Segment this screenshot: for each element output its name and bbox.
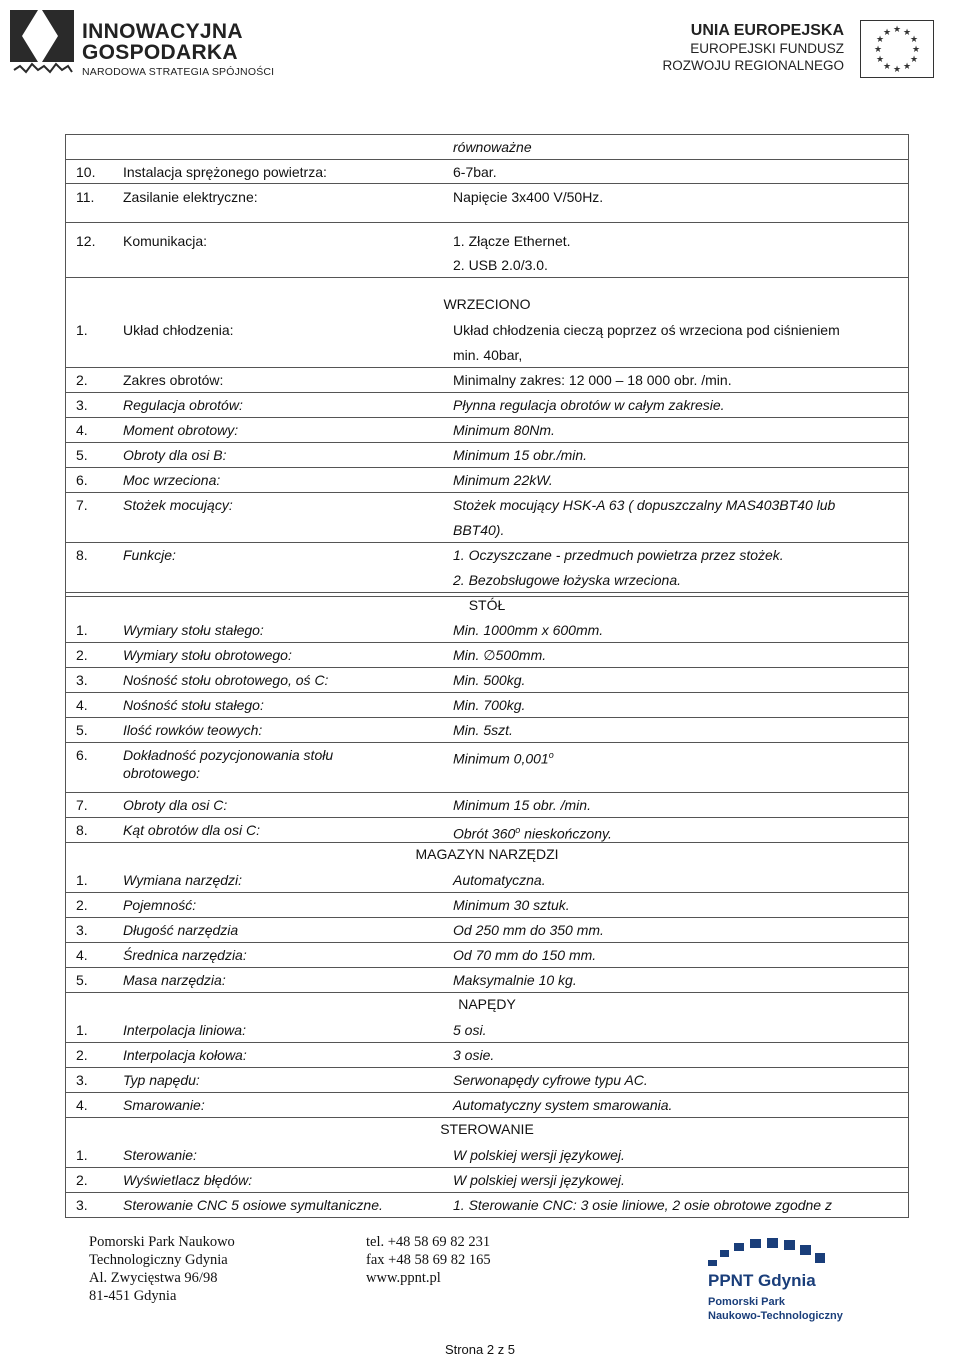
- specification-table: równoważne 10. Instalacja sprężonego powietrza: 6-7bar. 11. Zasilanie elektryczne: Napięcie 3x400 V/50Hz. 12. Komunikacja: 1. Złącze Ethernet. 2. USB 2.0/3.0. WRZECIONO 1. Układ chłodzenia: Układ chłodzenia cieczą poprzez oś wrzeciona pod ciśnieniem min. 40bar, 2. Zakres obrotów: Minimalny zakres: 12 000 – 18 000 obr. /min. 3. Regulacja obrotów: Płynna regulacja obrotów w całym zakresie. 4. Moment obrotowy: Minimum 80Nm. 5. Obroty dla osi B: Minimum 15 obr./min. 6. Moc wrzeciona: Minimum 22kW. 7. Stożek mocujący: Stożek mocujący HSK-A 63 ( dopuszczalny MAS403BT40 lub BBT40). 8. Funkcje: 1. Oczyszczane - przedmuch powietrza przez stożek. 2. Bezobsługowe łożyska wrzeciona. STÓŁ 1. Wymiary stołu stałego: Min. 1000mm x 600mm. 2. Wymiary stołu obrotowego: Min. ∅500mm. 3. Nośność stołu obrotowego, oś C: Min. 500kg. 4. Nośność stołu stałego: Min. 700kg. 5. Ilość rowków teowych: Min. 5szt. 6. Dokładność pozycjonowania stołu obrotowego: Minimum 0,001$^o$ 7. Obroty dla osi C: Minimum 15 obr. /min. 8. Kąt obrotów dla osi C: Obrót 360$^o$ nieskończony. MAGAZYN NARZĘDZI 1. Wymiana narzędzi: Automatyczna. 2. Pojemność: Minimum 30 sztuk. 3. Długość narzędzia Od 250 mm do 350 mm. 4. Średnica narzędzia: Od 70 mm do 150 mm. 5. Masa narzędzia: Maksymalnie 10 kg. NAPĘDY 1. Interpolacja liniowa: 5 osi. 2. Interpolacja kołowa: 3 osie. 3. Typ napędu: Serwonapędy cyfrowe typu AC. 4. Smarowanie: Automatyczny system smarowania. STEROWANIE 1. Sterowanie: W polskiej wersji językowej. 2. Wyświetlacz błędów: W polskiej wersji językowej. 3. Sterowanie CNC 5 osiowe symultaniczne. 1. Sterowanie CNC: 3 osie liniowe, 2 osie obrotowe zgodne z: [65, 134, 909, 1218]
- row-value: BBT40).: [453, 522, 505, 538]
- page-number: Strona 2 z 5: [444, 1342, 516, 1357]
- row-number: 1.: [76, 1022, 88, 1038]
- row-label: Dokładność pozycjonowania stołu obrotowego:: [123, 747, 334, 781]
- row-value: 5 osi.: [453, 1022, 487, 1038]
- row-value: Minimum 30 sztuk.: [453, 897, 570, 913]
- row-divider: [66, 742, 908, 743]
- svg-text:★: ★: [909, 35, 919, 45]
- row-divider: [66, 542, 908, 543]
- row-value: Automatyczna.: [453, 872, 546, 888]
- row-value: Serwonapędy cyfrowe typu AC.: [453, 1072, 648, 1088]
- row-label: Smarowanie:: [123, 1097, 205, 1113]
- row-value: Maksymalnie 10 kg.: [453, 972, 577, 988]
- row-number: 4.: [76, 1097, 88, 1113]
- right-logo-line2: EUROPEJSKI FUNDUSZ: [690, 41, 844, 56]
- row-label: Zakres obrotów:: [123, 372, 224, 388]
- section-title-magazyn: MAGAZYN NARZĘDZI: [415, 846, 559, 862]
- row-value: Od 70 mm do 150 mm.: [453, 947, 597, 963]
- row-label: Wymiana narzędzi:: [123, 872, 243, 888]
- row-label: Układ chłodzenia:: [123, 322, 234, 338]
- row-divider: [66, 967, 908, 968]
- row-number: 3.: [76, 672, 88, 688]
- footer-address: Pomorski Park Naukowo Technologiczny Gdynia Al. Zwycięstwa 96/98 81-451 Gdynia: [89, 1234, 235, 1304]
- svg-text:★: ★: [902, 28, 912, 38]
- row-value: W polskiej wersji językowej.: [453, 1172, 625, 1188]
- row-label: Kąt obrotów dla osi C:: [123, 822, 260, 838]
- row-divider: [66, 692, 908, 693]
- row-divider: [66, 842, 908, 843]
- left-logo-line3: NARODOWA STRATEGIA SPÓJNOŚCI: [82, 66, 275, 78]
- row-divider: [66, 942, 908, 943]
- row-number: 5.: [76, 722, 88, 738]
- row-value: Minimum 0,001$^o$: [453, 750, 554, 767]
- section-title-sterowanie: STEROWANIE: [440, 1121, 534, 1137]
- row-divider: [66, 892, 908, 893]
- row-number: 3.: [76, 1197, 88, 1213]
- svg-text:★: ★: [875, 55, 885, 65]
- row-value: Minimum 15 obr./min.: [453, 447, 588, 463]
- row-value: 2. Bezobsługowe łożyska wrzeciona.: [453, 572, 682, 588]
- row-value: min. 40bar,: [453, 347, 523, 363]
- row-value: Układ chłodzenia cieczą poprzez oś wrzeciona pod ciśnieniem: [453, 322, 840, 338]
- row-number: 6.: [76, 747, 88, 763]
- row-number: 2.: [76, 897, 88, 913]
- row-value: Płynna regulacja obrotów w całym zakresie.: [453, 397, 725, 413]
- row-value: 1. Oczyszczane - przedmuch powietrza przez stożek.: [453, 547, 784, 563]
- row-divider: [66, 1067, 908, 1068]
- row-divider: [66, 1092, 908, 1093]
- row-divider: [66, 817, 908, 818]
- diameter-symbol: ∅: [483, 647, 496, 663]
- row-label: Interpolacja kołowa:: [123, 1047, 247, 1063]
- left-logo-line1: INNOWACYJNA: [82, 20, 243, 43]
- row-divider: [66, 1217, 908, 1218]
- row-value: Minimalny zakres: 12 000 – 18 000 obr. /min.: [453, 372, 732, 388]
- row-value: 1. Sterowanie CNC: 3 osie liniowe, 2 osie obrotowe zgodne z: [453, 1197, 832, 1213]
- row-label: Pojemność:: [123, 897, 197, 913]
- row-value: 3 osie.: [453, 1047, 495, 1063]
- row-divider: [66, 1192, 908, 1193]
- row-label: Wymiary stołu stałego:: [123, 622, 264, 638]
- section-title-stol: STÓŁ: [468, 597, 506, 613]
- row-divider: [66, 792, 908, 793]
- row-number: 7.: [76, 497, 88, 513]
- row-label: Nośność stołu obrotowego, oś C:: [123, 672, 329, 688]
- row-number: 1.: [76, 322, 88, 338]
- eu-flag-icon: [860, 20, 934, 83]
- row-divider: [66, 917, 908, 918]
- svg-text:★: ★: [902, 62, 912, 72]
- row-label: Funkcje:: [123, 547, 176, 563]
- row-label: Obroty dla osi B:: [123, 447, 227, 463]
- row-number: 1.: [76, 622, 88, 638]
- row-value: Minimum 22kW.: [453, 472, 553, 488]
- row-label: Stożek mocujący:: [123, 497, 233, 513]
- row-label: Regulacja obrotów:: [123, 397, 243, 413]
- row-value: Min. 5szt.: [453, 722, 513, 738]
- row-value: Min. 700kg.: [453, 697, 526, 713]
- website-link[interactable]: www.ppnt.pl: [366, 1270, 441, 1286]
- row-divider: [66, 392, 908, 393]
- ppnt-logo-name: PPNT Gdynia: [708, 1271, 816, 1290]
- row-label: Sterowanie:: [123, 1147, 197, 1163]
- ppnt-logo-sub2: Naukowo-Technologiczny: [708, 1310, 843, 1322]
- row-label: Moc wrzeciona:: [123, 472, 221, 488]
- row-divider: [66, 1042, 908, 1043]
- right-logo-line1: UNIA EUROPEJSKA: [690, 22, 844, 39]
- row-divider: [66, 667, 908, 668]
- row-number: 8.: [76, 822, 88, 838]
- row-divider: [66, 592, 908, 593]
- row-label: Moment obrotowy:: [123, 422, 239, 438]
- row-number: 5.: [76, 447, 88, 463]
- row-divider: [66, 467, 908, 468]
- row-label: Długość narzędzia: [123, 922, 239, 938]
- row-value: Minimum 80Nm.: [453, 422, 555, 438]
- row-label: Wymiary stołu obrotowego:: [123, 647, 292, 663]
- row-label: Nośność stołu stałego:: [123, 697, 264, 713]
- row-value: Automatyczny system smarowania.: [453, 1097, 673, 1113]
- svg-text:★: ★: [892, 65, 902, 75]
- row-divider: [66, 417, 908, 418]
- row-divider: [66, 642, 908, 643]
- row-label: Masa narzędzia:: [123, 972, 226, 988]
- row-number: 3.: [76, 1072, 88, 1088]
- section-title-wrzeciono: WRZECIONO: [443, 296, 531, 312]
- svg-text:★: ★: [911, 45, 921, 55]
- row-label: Typ napędu:: [123, 1072, 200, 1088]
- svg-text:★: ★: [882, 28, 892, 38]
- row-divider: [66, 992, 908, 993]
- row-label: Sterowanie CNC 5 osiowe symultaniczne.: [123, 1197, 383, 1213]
- svg-text:★: ★: [873, 45, 883, 55]
- row-number: 6.: [76, 472, 88, 488]
- row-divider: [66, 717, 908, 718]
- row-label: Obroty dla osi C:: [123, 797, 228, 813]
- row-number: 3.: [76, 922, 88, 938]
- row-label: Wyświetlacz błędów:: [123, 1172, 253, 1188]
- row-number: 2.: [76, 372, 88, 388]
- innowacyjna-gospodarka-logo-mark: [8, 6, 78, 85]
- row-value: Stożek mocujący HSK-A 63 ( dopuszczalny MAS403BT40 lub: [453, 497, 836, 513]
- section-title-napedy: NAPĘDY: [458, 996, 516, 1012]
- degree-sup: o: [515, 825, 521, 835]
- row-value: Min. 500kg.: [453, 672, 526, 688]
- ppnt-logo-sub1: Pomorski Park: [708, 1296, 786, 1308]
- footer-contact: tel. +48 58 69 82 231 fax +48 58 69 82 165 www.ppnt.pl: [366, 1234, 491, 1286]
- svg-text:★: ★: [875, 35, 885, 45]
- row-number: 4.: [76, 422, 88, 438]
- row-value: Min. 1000mm x 600mm.: [453, 622, 604, 638]
- row-value: Min. ∅500mm.: [453, 647, 547, 663]
- row-number: 1.: [76, 872, 88, 888]
- row-divider: [66, 492, 908, 493]
- row-number: 2.: [76, 647, 88, 663]
- row-number: 2.: [76, 1172, 88, 1188]
- row-value: W polskiej wersji językowej.: [453, 1147, 625, 1163]
- row-number: 2.: [76, 1047, 88, 1063]
- right-logo-line3: ROZWOJU REGIONALNEGO: [662, 58, 844, 73]
- row-label: Ilość rowków teowych:: [123, 722, 263, 738]
- row-number: 1.: [76, 1147, 88, 1163]
- row-divider: [66, 1167, 908, 1168]
- row-divider: [66, 442, 908, 443]
- row-number: 4.: [76, 947, 88, 963]
- row-divider: [66, 1117, 908, 1118]
- row-label: Interpolacja liniowa:: [123, 1022, 246, 1038]
- left-logo-line2: GOSPODARKA: [82, 41, 238, 64]
- svg-text:★: ★: [892, 25, 902, 35]
- svg-text:★: ★: [909, 55, 919, 65]
- degree-sup: o: [548, 750, 554, 760]
- row-number: 4.: [76, 697, 88, 713]
- row-number: 8.: [76, 547, 88, 563]
- row-number: 7.: [76, 797, 88, 813]
- row-value: Od 250 mm do 350 mm.: [453, 922, 604, 938]
- row-value: Obrót 360$^o$ nieskończony.: [453, 825, 612, 842]
- row-number: 3.: [76, 397, 88, 413]
- row-value: Minimum 15 obr. /min.: [453, 797, 591, 813]
- ppnt-logo: [704, 1236, 843, 1341]
- svg-text:★: ★: [882, 62, 892, 72]
- row-divider: [66, 367, 908, 368]
- row-label: Średnica narzędzia:: [123, 947, 247, 963]
- row-number: 5.: [76, 972, 88, 988]
